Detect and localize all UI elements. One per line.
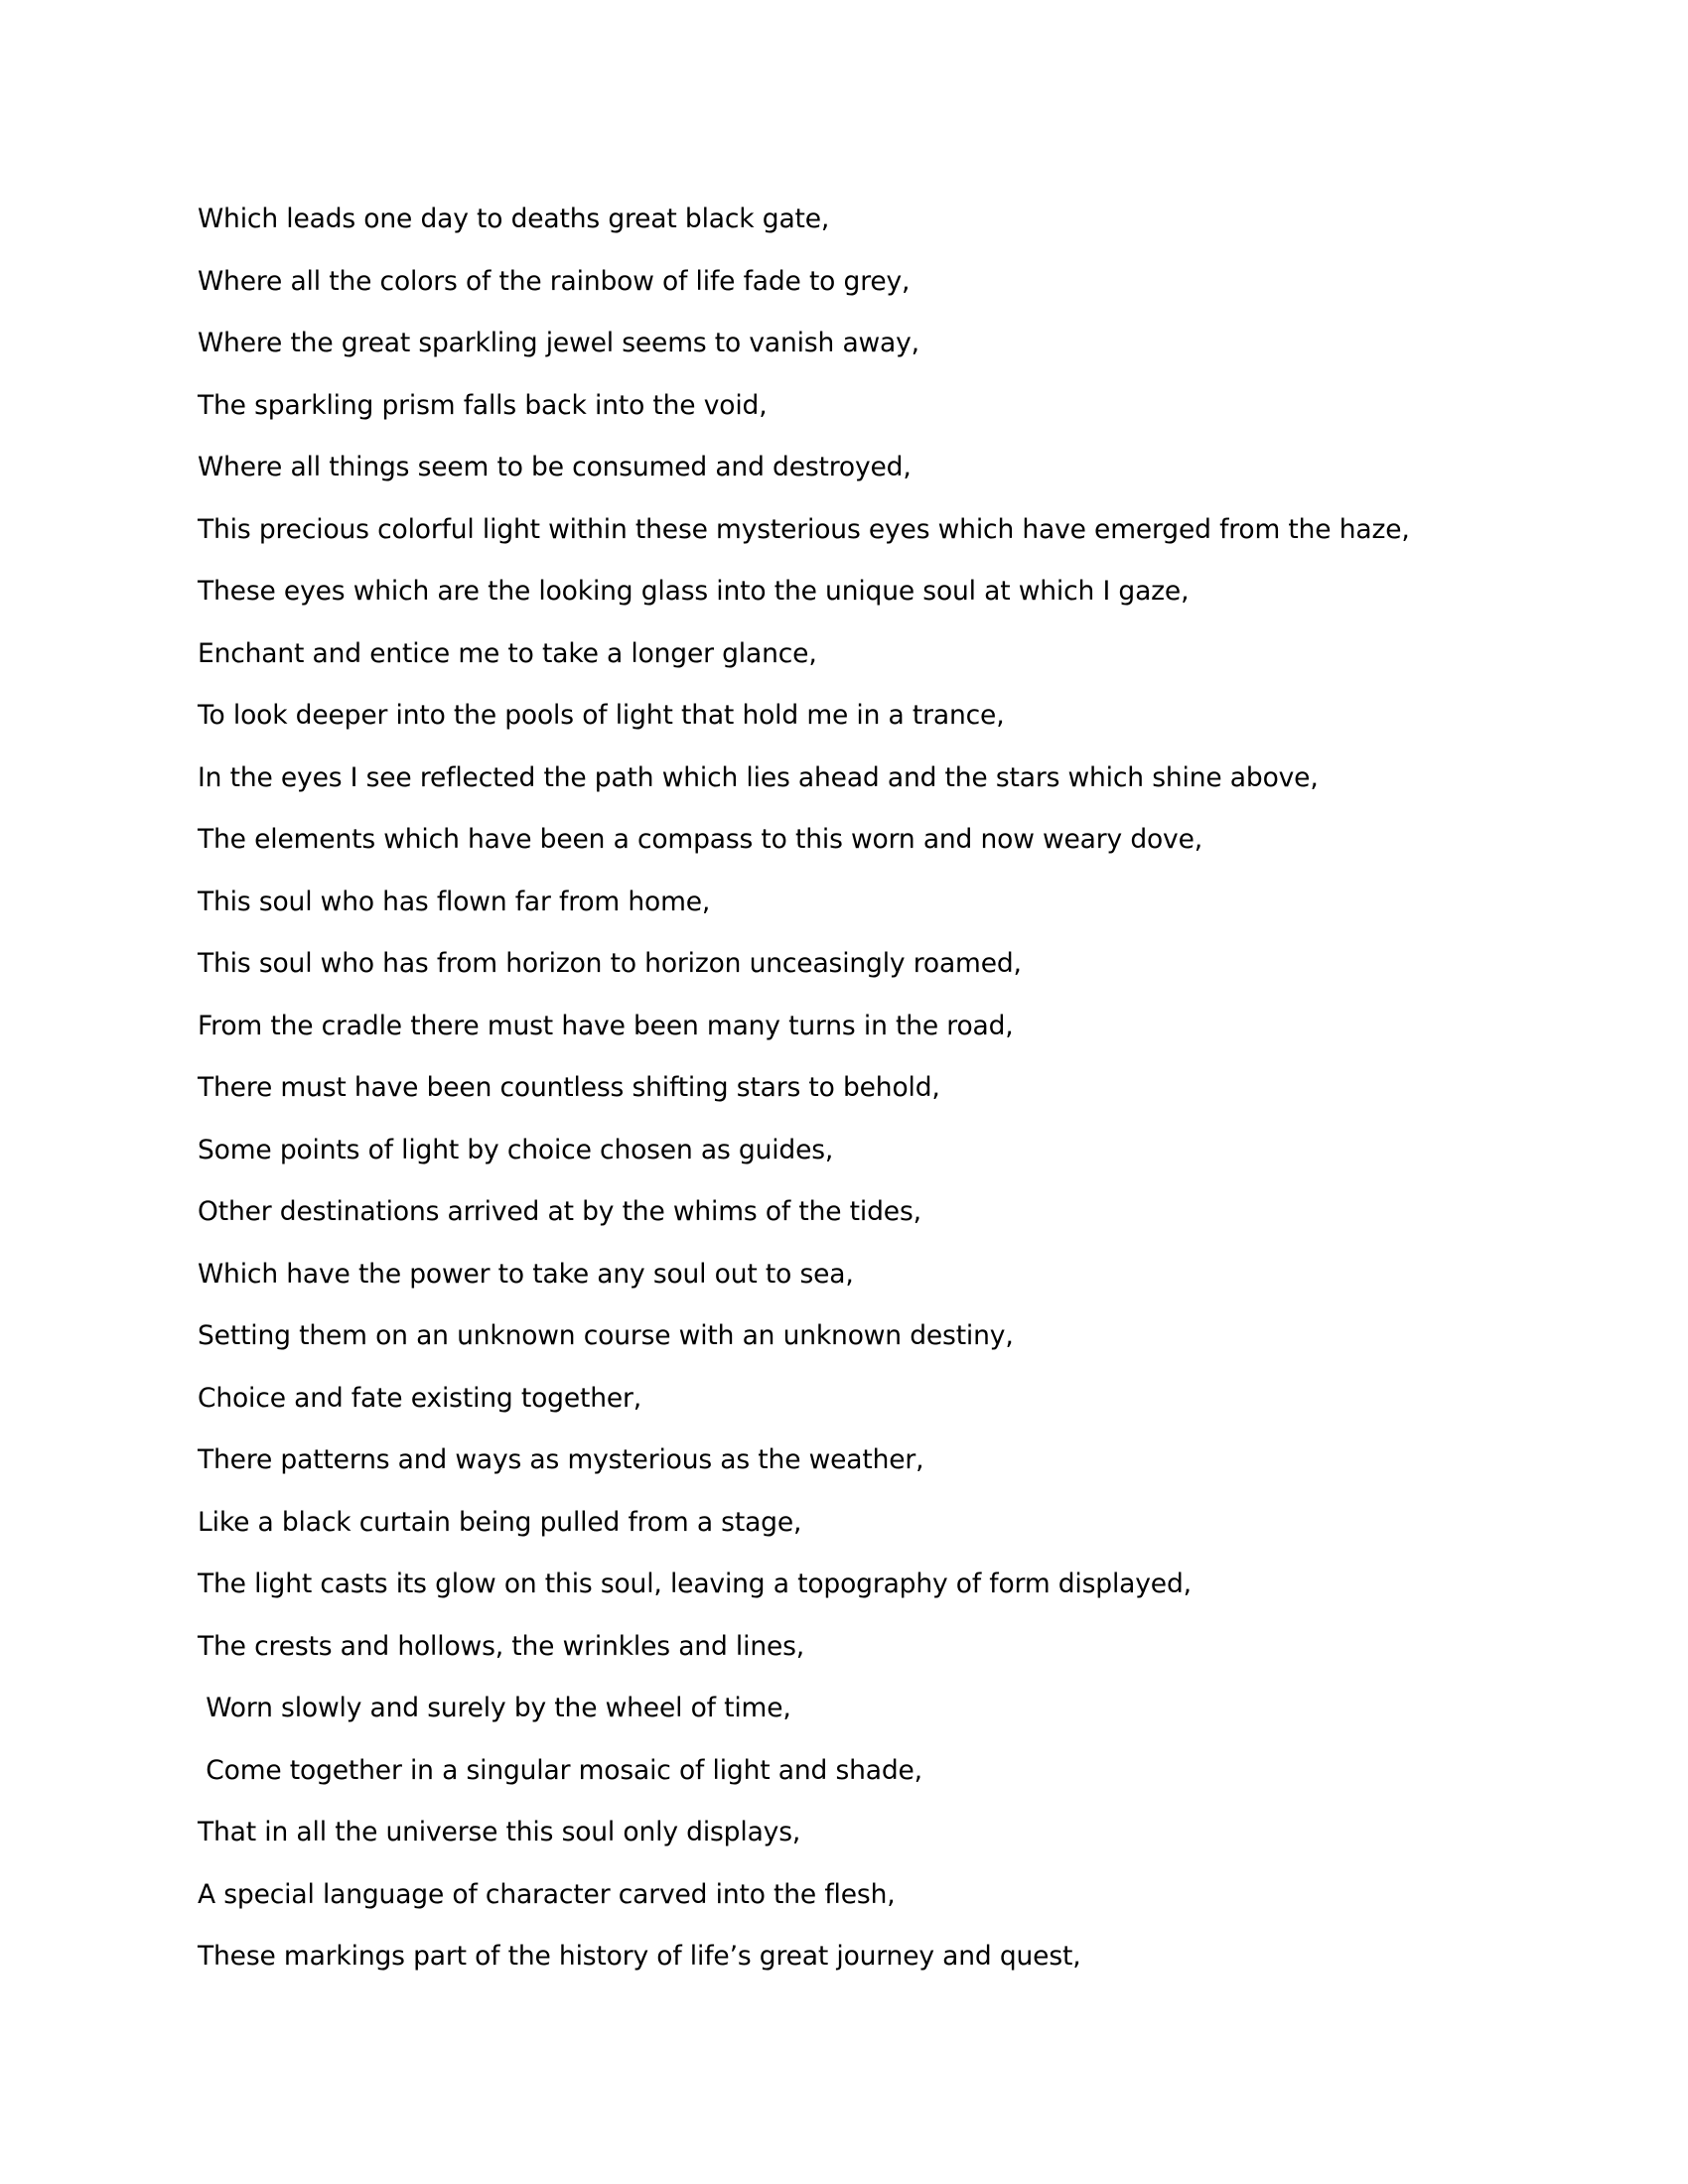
poem-line: Which have the power to take any soul out to sea, bbox=[198, 1258, 854, 1290]
poem-line: This soul who has flown far from home, bbox=[198, 886, 711, 917]
poem-line: The light casts its glow on this soul, leaving a topography of form displayed, bbox=[198, 1569, 1192, 1599]
poem-line: Setting them on an unknown course with an unknown destiny, bbox=[198, 1320, 1014, 1351]
poem-line: These markings part of the history of life’s great journey and quest, bbox=[198, 1941, 1081, 1972]
poem-line: There patterns and ways as mysterious as the weather, bbox=[198, 1444, 924, 1475]
poem-line: The crests and hollows, the wrinkles and lines, bbox=[198, 1630, 805, 1662]
poem-line: Worn slowly and surely by the wheel of time, bbox=[198, 1693, 791, 1723]
poem-line: Some points of light by choice chosen as guides, bbox=[198, 1134, 834, 1165]
poem-line: In the eyes I see reflected the path which lies ahead and the stars which shine above, bbox=[198, 761, 1319, 793]
poem-line: To look deeper into the pools of light that hold me in a trance, bbox=[198, 700, 1005, 731]
poem-line: Where all the colors of the rainbow of life fade to grey, bbox=[198, 265, 911, 297]
poem-line: This precious colorful light within these mysterious eyes which have emerged from the haze, bbox=[198, 513, 1410, 545]
poem-line: Like a black curtain being pulled from a stage, bbox=[198, 1506, 802, 1538]
poem-line: That in all the universe this soul only displays, bbox=[198, 1817, 801, 1847]
poem-line: Choice and fate existing together, bbox=[198, 1382, 642, 1414]
poem-line: Where the great sparkling jewel seems to vanish away, bbox=[198, 328, 919, 358]
poem-line: The elements which have been a compass to this worn and now weary dove, bbox=[198, 824, 1203, 855]
poem-line: From the cradle there must have been many turns in the road, bbox=[198, 1010, 1014, 1041]
poem-line: These eyes which are the looking glass into the unique soul at which I gaze, bbox=[198, 576, 1190, 607]
poem-line: Enchant and entice me to take a longer glance, bbox=[198, 637, 817, 669]
poem-line: Which leads one day to deaths great black gate, bbox=[198, 204, 830, 234]
poem-line: Where all things seem to be consumed and destroyed, bbox=[198, 452, 912, 482]
poem-line: Other destinations arrived at by the whims of the tides, bbox=[198, 1196, 921, 1227]
poem-line: This soul who has from horizon to horizon unceasingly roamed, bbox=[198, 948, 1022, 979]
poem-line: There must have been countless shifting stars to behold, bbox=[198, 1072, 940, 1103]
poem-line: A special language of character carved into the flesh, bbox=[198, 1878, 896, 1910]
poem-text bbox=[198, 197, 1528, 1996]
poem-line: Come together in a singular mosaic of light and shade, bbox=[198, 1754, 922, 1786]
poem-line: The sparkling prism falls back into the void, bbox=[198, 389, 768, 421]
